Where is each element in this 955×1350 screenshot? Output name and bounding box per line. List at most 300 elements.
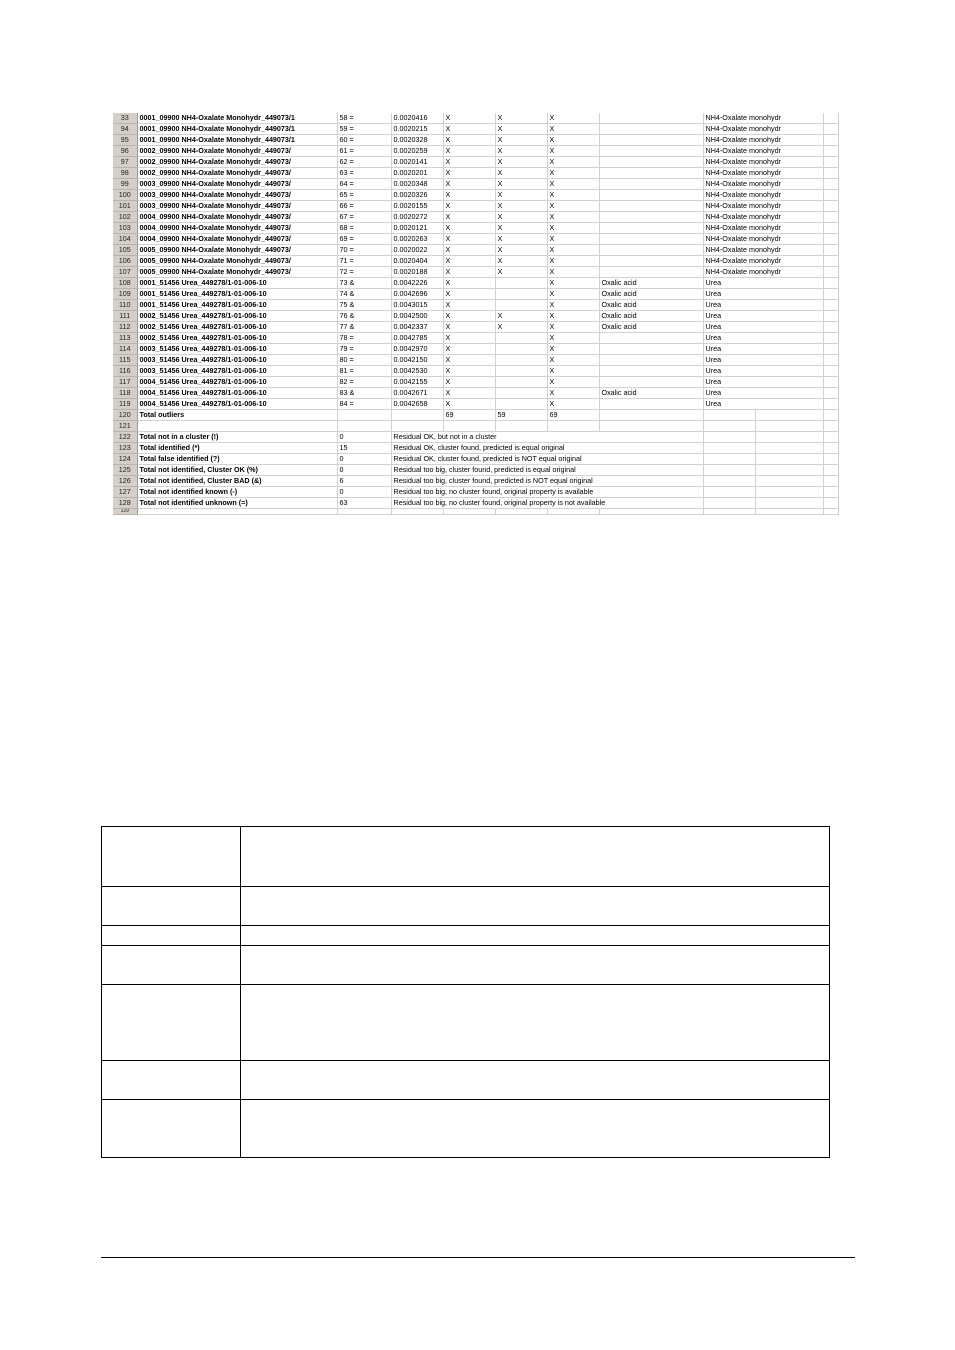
empty-cell bbox=[823, 355, 838, 366]
empty-cell bbox=[823, 190, 838, 201]
mark-cell: X bbox=[547, 245, 599, 256]
sheet-row bbox=[113, 432, 838, 443]
property-cell: NH4-Oxalate monohydr bbox=[703, 267, 823, 278]
id-flag-cell: 69 = bbox=[337, 234, 391, 245]
empty-cell bbox=[823, 234, 838, 245]
mark-cell: X bbox=[495, 267, 547, 278]
empty-cell bbox=[823, 300, 838, 311]
residual-cell: 0.0020022 bbox=[391, 245, 443, 256]
mark-cell: X bbox=[443, 201, 495, 212]
table-cell bbox=[102, 1100, 241, 1158]
sheet-row bbox=[113, 135, 838, 146]
row-number: 107 bbox=[113, 267, 137, 278]
mark-cell bbox=[495, 366, 547, 377]
residual-cell: 0.0020188 bbox=[391, 267, 443, 278]
outliers-count: 69 bbox=[443, 410, 495, 421]
table-cell bbox=[102, 946, 241, 985]
row-number: 98 bbox=[113, 168, 137, 179]
table-cell bbox=[240, 1100, 829, 1158]
summary-label: Total not identified, Cluster OK (%) bbox=[137, 465, 337, 476]
empty-cell bbox=[823, 421, 838, 432]
empty-cell bbox=[599, 509, 703, 515]
residual-cell: 0.0043015 bbox=[391, 300, 443, 311]
empty-cell bbox=[823, 432, 838, 443]
residual-cell: 0.0020201 bbox=[391, 168, 443, 179]
property-cell: NH4-Oxalate monohydr bbox=[703, 223, 823, 234]
row-number: 125 bbox=[113, 465, 137, 476]
residual-cell: 0.0020155 bbox=[391, 201, 443, 212]
mark-cell: X bbox=[443, 179, 495, 190]
empty-cell bbox=[755, 509, 823, 515]
row-number: 128 bbox=[113, 498, 137, 509]
mark-cell: X bbox=[443, 289, 495, 300]
mark-cell: X bbox=[547, 311, 599, 322]
mark-cell: X bbox=[495, 201, 547, 212]
mark-cell: X bbox=[443, 311, 495, 322]
empty-cell bbox=[823, 454, 838, 465]
sheet-row bbox=[113, 256, 838, 267]
mark-cell: X bbox=[443, 256, 495, 267]
sheet-row bbox=[113, 465, 838, 476]
residual-cell: 0.0042671 bbox=[391, 388, 443, 399]
mark-cell: X bbox=[547, 179, 599, 190]
sample-name-cell: 0005_09900 NH4-Oxalate Monohydr_449073/ bbox=[137, 245, 337, 256]
property-cell: Urea bbox=[703, 366, 823, 377]
mark-cell: X bbox=[547, 388, 599, 399]
id-flag-cell: 74 & bbox=[337, 289, 391, 300]
id-flag-cell: 72 = bbox=[337, 267, 391, 278]
residual-cell: 0.0042530 bbox=[391, 366, 443, 377]
id-flag-cell: 68 = bbox=[337, 223, 391, 234]
mark-cell: X bbox=[443, 377, 495, 388]
id-flag-cell: 76 & bbox=[337, 311, 391, 322]
sheet-row bbox=[113, 201, 838, 212]
empty-cell bbox=[823, 322, 838, 333]
summary-description: Residual too big, no cluster found, original property is not available bbox=[391, 498, 703, 509]
row-number: 123 bbox=[113, 443, 137, 454]
predicted-cell bbox=[599, 399, 703, 410]
property-cell: NH4-Oxalate monohydr bbox=[703, 124, 823, 135]
table-cell bbox=[102, 985, 241, 1061]
predicted-cell bbox=[599, 190, 703, 201]
mark-cell bbox=[495, 344, 547, 355]
id-flag-cell: 67 = bbox=[337, 212, 391, 223]
property-cell: Urea bbox=[703, 289, 823, 300]
empty-cell bbox=[137, 509, 337, 515]
empty-cell bbox=[823, 135, 838, 146]
row-number: 106 bbox=[113, 256, 137, 267]
empty-cell bbox=[755, 454, 823, 465]
empty-cell bbox=[823, 179, 838, 190]
mark-cell bbox=[495, 333, 547, 344]
property-cell: NH4-Oxalate monohydr bbox=[703, 212, 823, 223]
sheet-row bbox=[113, 487, 838, 498]
summary-count: 0 bbox=[337, 454, 391, 465]
row-number: 95 bbox=[113, 135, 137, 146]
empty-cell bbox=[755, 421, 823, 432]
table-row bbox=[102, 1061, 830, 1100]
sheet-row bbox=[113, 168, 838, 179]
sample-name-cell: 0004_09900 NH4-Oxalate Monohydr_449073/ bbox=[137, 212, 337, 223]
row-number: 108 bbox=[113, 278, 137, 289]
empty-cell bbox=[703, 443, 755, 454]
empty-cell bbox=[823, 399, 838, 410]
residual-cell: 0.0020416 bbox=[391, 113, 443, 124]
empty-cell bbox=[823, 201, 838, 212]
summary-description: Residual too big, cluster found, predicted is NOT equal original bbox=[391, 476, 703, 487]
id-flag-cell: 82 = bbox=[337, 377, 391, 388]
residual-cell: 0.0042970 bbox=[391, 344, 443, 355]
mark-cell: X bbox=[547, 267, 599, 278]
sample-name-cell: 0002_51456 Urea_449278/1-01-006-10 bbox=[137, 322, 337, 333]
sheet-row bbox=[113, 223, 838, 234]
sample-name-cell: 0002_09900 NH4-Oxalate Monohydr_449073/ bbox=[137, 146, 337, 157]
empty-cell bbox=[823, 256, 838, 267]
sample-name-cell: 0004_51456 Urea_449278/1-01-006-10 bbox=[137, 377, 337, 388]
predicted-cell bbox=[599, 377, 703, 388]
sheet-row bbox=[113, 179, 838, 190]
id-flag-cell: 79 = bbox=[337, 344, 391, 355]
row-number: 105 bbox=[113, 245, 137, 256]
mark-cell bbox=[495, 278, 547, 289]
sheet-row bbox=[113, 190, 838, 201]
summary-label: Total false identified (?) bbox=[137, 454, 337, 465]
summary-description: Residual too big, no cluster found, original property is available bbox=[391, 487, 703, 498]
sample-name-cell: 0001_51456 Urea_449278/1-01-006-10 bbox=[137, 300, 337, 311]
empty-cell bbox=[337, 509, 391, 515]
predicted-cell bbox=[599, 146, 703, 157]
mark-cell: X bbox=[443, 322, 495, 333]
table-cell bbox=[240, 827, 829, 887]
footer-rule bbox=[101, 1257, 855, 1258]
table-row bbox=[102, 946, 830, 985]
sample-name-cell: 0004_09900 NH4-Oxalate Monohydr_449073/ bbox=[137, 223, 337, 234]
summary-label: Total not identified, Cluster BAD (&) bbox=[137, 476, 337, 487]
predicted-cell bbox=[599, 124, 703, 135]
empty-cell bbox=[755, 432, 823, 443]
empty-cell bbox=[823, 366, 838, 377]
id-flag-cell: 75 & bbox=[337, 300, 391, 311]
mark-cell: X bbox=[547, 322, 599, 333]
spreadsheet-screenshot bbox=[113, 113, 838, 515]
property-cell: Urea bbox=[703, 344, 823, 355]
empty-cell bbox=[495, 509, 547, 515]
predicted-cell bbox=[599, 256, 703, 267]
property-cell: NH4-Oxalate monohydr bbox=[703, 201, 823, 212]
row-number: 121 bbox=[113, 421, 137, 432]
mark-cell: X bbox=[495, 234, 547, 245]
property-cell: NH4-Oxalate monohydr bbox=[703, 168, 823, 179]
empty-cell bbox=[703, 498, 755, 509]
mark-cell: X bbox=[547, 212, 599, 223]
id-flag-cell: 62 = bbox=[337, 157, 391, 168]
residual-cell: 0.0042155 bbox=[391, 377, 443, 388]
id-flag-cell: 63 = bbox=[337, 168, 391, 179]
row-number: 103 bbox=[113, 223, 137, 234]
row-number: 110 bbox=[113, 300, 137, 311]
sheet-row bbox=[113, 234, 838, 245]
empty-cell bbox=[703, 487, 755, 498]
residual-cell: 0.0020141 bbox=[391, 157, 443, 168]
mark-cell: X bbox=[443, 212, 495, 223]
empty-cell bbox=[823, 212, 838, 223]
property-cell: Urea bbox=[703, 388, 823, 399]
sheet-row bbox=[113, 113, 838, 124]
predicted-cell bbox=[599, 212, 703, 223]
id-flag-cell: 64 = bbox=[337, 179, 391, 190]
sheet-row bbox=[113, 476, 838, 487]
empty-cell bbox=[823, 487, 838, 498]
empty-cell bbox=[823, 509, 838, 515]
residual-cell: 0.0042337 bbox=[391, 322, 443, 333]
table-cell bbox=[240, 985, 829, 1061]
mark-cell: X bbox=[547, 146, 599, 157]
sample-name-cell: 0003_09900 NH4-Oxalate Monohydr_449073/ bbox=[137, 190, 337, 201]
sample-name-cell: 0004_09900 NH4-Oxalate Monohydr_449073/ bbox=[137, 234, 337, 245]
empty-cell bbox=[823, 278, 838, 289]
sample-name-cell: 0005_09900 NH4-Oxalate Monohydr_449073/ bbox=[137, 256, 337, 267]
property-cell: NH4-Oxalate monohydr bbox=[703, 179, 823, 190]
sheet-row bbox=[113, 289, 838, 300]
residual-cell: 0.0020259 bbox=[391, 146, 443, 157]
mark-cell: X bbox=[547, 124, 599, 135]
mark-cell: X bbox=[547, 289, 599, 300]
mark-cell: X bbox=[547, 333, 599, 344]
empty-cell bbox=[547, 421, 599, 432]
mark-cell: X bbox=[443, 135, 495, 146]
sheet-row bbox=[113, 421, 838, 432]
sample-name-cell: 0003_51456 Urea_449278/1-01-006-10 bbox=[137, 366, 337, 377]
row-number: 115 bbox=[113, 355, 137, 366]
empty-cell bbox=[823, 113, 838, 124]
predicted-cell bbox=[599, 234, 703, 245]
sheet-row bbox=[113, 322, 838, 333]
row-number: 113 bbox=[113, 333, 137, 344]
mark-cell: X bbox=[495, 322, 547, 333]
empty-cell bbox=[703, 509, 755, 515]
mark-cell: X bbox=[547, 300, 599, 311]
empty-cell bbox=[755, 410, 823, 421]
property-cell: NH4-Oxalate monohydr bbox=[703, 157, 823, 168]
mark-cell: X bbox=[547, 278, 599, 289]
mark-cell: X bbox=[443, 300, 495, 311]
row-number: 109 bbox=[113, 289, 137, 300]
mark-cell: X bbox=[443, 366, 495, 377]
property-cell: NH4-Oxalate monohydr bbox=[703, 234, 823, 245]
property-cell: Urea bbox=[703, 333, 823, 344]
predicted-cell bbox=[599, 168, 703, 179]
mark-cell: X bbox=[443, 278, 495, 289]
residual-cell: 0.0042500 bbox=[391, 311, 443, 322]
predicted-cell bbox=[599, 113, 703, 124]
sheet-row bbox=[113, 399, 838, 410]
summary-description: Residual OK, cluster found, predicted is equal original bbox=[391, 443, 703, 454]
table-cell bbox=[102, 926, 241, 946]
id-flag-cell: 71 = bbox=[337, 256, 391, 267]
empty-cell bbox=[755, 476, 823, 487]
sample-name-cell: 0003_51456 Urea_449278/1-01-006-10 bbox=[137, 344, 337, 355]
predicted-cell: Oxalic acid bbox=[599, 322, 703, 333]
id-flag-cell: 70 = bbox=[337, 245, 391, 256]
id-flag-cell: 58 = bbox=[337, 113, 391, 124]
table-cell bbox=[240, 887, 829, 926]
empty-cell bbox=[823, 498, 838, 509]
empty-cell bbox=[703, 432, 755, 443]
mark-cell: X bbox=[443, 146, 495, 157]
empty-cell bbox=[703, 410, 755, 421]
mark-cell: X bbox=[547, 366, 599, 377]
property-cell: Urea bbox=[703, 322, 823, 333]
sheet-row bbox=[113, 509, 838, 515]
empty-cell bbox=[823, 333, 838, 344]
mark-cell bbox=[495, 377, 547, 388]
mark-cell: X bbox=[547, 355, 599, 366]
outliers-label: Total outliers bbox=[137, 410, 337, 421]
summary-count: 15 bbox=[337, 443, 391, 454]
outliers-count: 69 bbox=[547, 410, 599, 421]
sheet-row bbox=[113, 377, 838, 388]
row-number: 102 bbox=[113, 212, 137, 223]
mark-cell: X bbox=[547, 377, 599, 388]
empty-cell bbox=[755, 498, 823, 509]
id-flag-cell: 78 = bbox=[337, 333, 391, 344]
mark-cell bbox=[495, 355, 547, 366]
row-number: 99 bbox=[113, 179, 137, 190]
mark-cell: X bbox=[547, 201, 599, 212]
mark-cell: X bbox=[443, 190, 495, 201]
table-cell bbox=[240, 926, 829, 946]
property-cell: NH4-Oxalate monohydr bbox=[703, 135, 823, 146]
mark-cell: X bbox=[443, 168, 495, 179]
summary-label: Total not identified unknown (=) bbox=[137, 498, 337, 509]
residual-cell: 0.0020263 bbox=[391, 234, 443, 245]
sheet-row bbox=[113, 212, 838, 223]
predicted-cell: Oxalic acid bbox=[599, 311, 703, 322]
residual-cell: 0.0042226 bbox=[391, 278, 443, 289]
empty-cell bbox=[823, 124, 838, 135]
mark-cell: X bbox=[443, 234, 495, 245]
predicted-cell bbox=[599, 333, 703, 344]
residual-cell: 0.0020328 bbox=[391, 135, 443, 146]
mark-cell: X bbox=[495, 113, 547, 124]
summary-count: 63 bbox=[337, 498, 391, 509]
id-flag-cell: 80 = bbox=[337, 355, 391, 366]
sheet-row bbox=[113, 124, 838, 135]
empty-cell bbox=[823, 377, 838, 388]
mark-cell: X bbox=[443, 124, 495, 135]
property-cell: Urea bbox=[703, 355, 823, 366]
sheet-row bbox=[113, 157, 838, 168]
empty-cell bbox=[823, 388, 838, 399]
id-flag-cell: 61 = bbox=[337, 146, 391, 157]
table-row bbox=[102, 1100, 830, 1158]
sheet-row bbox=[113, 366, 838, 377]
empty-cell bbox=[823, 476, 838, 487]
mark-cell: X bbox=[443, 388, 495, 399]
empty-cell bbox=[599, 410, 703, 421]
sample-name-cell: 0001_09900 NH4-Oxalate Monohydr_449073/1 bbox=[137, 124, 337, 135]
sheet-row bbox=[113, 267, 838, 278]
empty-cell bbox=[599, 421, 703, 432]
property-cell: NH4-Oxalate monohydr bbox=[703, 245, 823, 256]
table-cell bbox=[102, 1061, 241, 1100]
sheet-row bbox=[113, 300, 838, 311]
mark-cell: X bbox=[547, 157, 599, 168]
empty-cell bbox=[823, 245, 838, 256]
empty-cell bbox=[391, 421, 443, 432]
sheet-row bbox=[113, 498, 838, 509]
sample-name-cell: 0004_51456 Urea_449278/1-01-006-10 bbox=[137, 388, 337, 399]
mark-cell bbox=[495, 399, 547, 410]
residual-cell: 0.0042785 bbox=[391, 333, 443, 344]
row-number: 96 bbox=[113, 146, 137, 157]
sample-name-cell: 0004_51456 Urea_449278/1-01-006-10 bbox=[137, 399, 337, 410]
mark-cell: X bbox=[495, 179, 547, 190]
empty-cell bbox=[823, 311, 838, 322]
table-cell bbox=[240, 946, 829, 985]
empty-cell bbox=[137, 421, 337, 432]
empty-cell bbox=[337, 410, 391, 421]
row-number: 120 bbox=[113, 410, 137, 421]
summary-description: Residual OK, but not in a cluster bbox=[391, 432, 703, 443]
property-cell: NH4-Oxalate monohydr bbox=[703, 113, 823, 124]
property-cell: Urea bbox=[703, 377, 823, 388]
sheet-row bbox=[113, 311, 838, 322]
residual-cell: 0.0020215 bbox=[391, 124, 443, 135]
id-flag-cell: 84 = bbox=[337, 399, 391, 410]
mark-cell: X bbox=[547, 223, 599, 234]
predicted-cell bbox=[599, 135, 703, 146]
mark-cell: X bbox=[495, 311, 547, 322]
mark-cell: X bbox=[443, 157, 495, 168]
empty-cell bbox=[823, 146, 838, 157]
summary-count: 0 bbox=[337, 465, 391, 476]
predicted-cell: Oxalic acid bbox=[599, 300, 703, 311]
mark-cell: X bbox=[443, 113, 495, 124]
empty-cell bbox=[823, 157, 838, 168]
summary-count: 0 bbox=[337, 432, 391, 443]
empty-cell bbox=[703, 476, 755, 487]
residual-cell: 0.0042150 bbox=[391, 355, 443, 366]
sample-name-cell: 0003_09900 NH4-Oxalate Monohydr_449073/ bbox=[137, 201, 337, 212]
row-number: 122 bbox=[113, 432, 137, 443]
sample-name-cell: 0002_51456 Urea_449278/1-01-006-10 bbox=[137, 311, 337, 322]
sample-name-cell: 0001_09900 NH4-Oxalate Monohydr_449073/1 bbox=[137, 113, 337, 124]
residual-cell: 0.0020121 bbox=[391, 223, 443, 234]
predicted-cell: Oxalic acid bbox=[599, 388, 703, 399]
mark-cell bbox=[495, 300, 547, 311]
predicted-cell bbox=[599, 344, 703, 355]
residual-cell: 0.0020404 bbox=[391, 256, 443, 267]
sample-name-cell: 0002_51456 Urea_449278/1-01-006-10 bbox=[137, 333, 337, 344]
property-cell: NH4-Oxalate monohydr bbox=[703, 146, 823, 157]
mark-cell bbox=[495, 289, 547, 300]
empty-cell bbox=[823, 410, 838, 421]
predicted-cell bbox=[599, 355, 703, 366]
sheet-row bbox=[113, 278, 838, 289]
id-flag-cell: 66 = bbox=[337, 201, 391, 212]
mark-cell bbox=[495, 388, 547, 399]
predicted-cell bbox=[599, 223, 703, 234]
sheet-row bbox=[113, 410, 838, 421]
property-cell: Urea bbox=[703, 399, 823, 410]
empty-cell bbox=[823, 465, 838, 476]
empty-cell bbox=[755, 487, 823, 498]
sheet-row bbox=[113, 443, 838, 454]
mark-cell: X bbox=[443, 344, 495, 355]
row-number: 111 bbox=[113, 311, 137, 322]
mark-cell: X bbox=[443, 333, 495, 344]
